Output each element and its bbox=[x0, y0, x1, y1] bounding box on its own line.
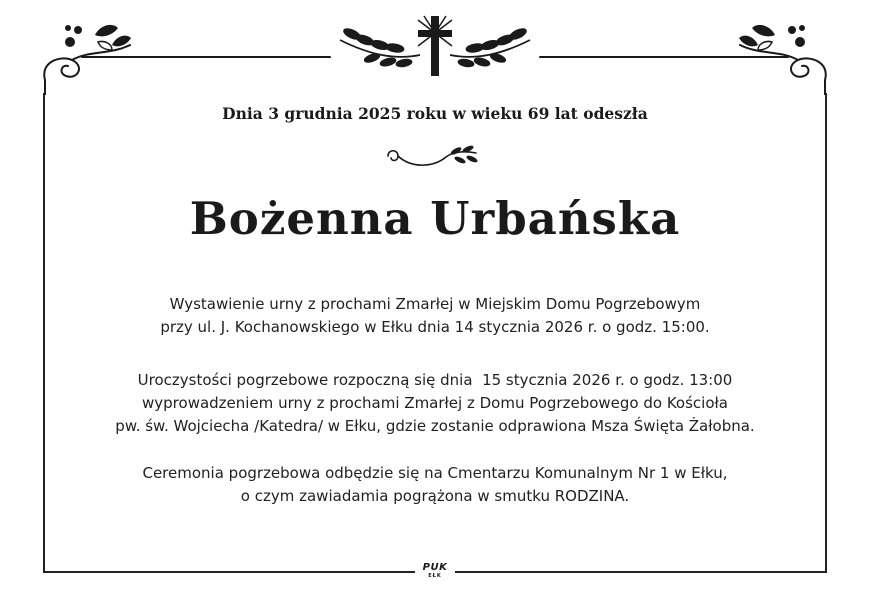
laurel-branch-right-icon bbox=[450, 27, 530, 68]
logo-text: PUK bbox=[422, 562, 448, 573]
paragraph-viewing bbox=[0, 293, 870, 339]
left-flourish-icon bbox=[65, 25, 131, 50]
paragraph-ceremony bbox=[0, 369, 870, 438]
paragraph-line: o czym zawiadamia pogrążona w smutku RODZINA. bbox=[240, 487, 630, 505]
cross-icon bbox=[418, 16, 452, 76]
intro-text: Dnia 3 grudnia 2025 roku w wieku 69 lat odeszła bbox=[222, 104, 648, 123]
deceased-name: Bożenna Urbańska bbox=[189, 192, 681, 245]
leaf-divider-icon bbox=[384, 143, 484, 173]
paragraph-line: Ceremonia pogrzebowa odbędzie się na Cmentarzu Komunalnym Nr 1 w Ełku, bbox=[142, 464, 728, 482]
paragraph-line: Uroczystości pogrzebowe rozpoczną się dnia 15 stycznia 2026 r. o godz. 13:00 bbox=[137, 371, 733, 389]
paragraph-burial bbox=[0, 462, 870, 508]
paragraph-line: wyprowadzeniem urny z prochami Zmarłej z Domu Pogrzebowego do Kościoła bbox=[142, 394, 728, 412]
logo-subtext: EŁK bbox=[428, 573, 442, 579]
top-ornament bbox=[0, 0, 870, 95]
puk-logo bbox=[415, 563, 455, 583]
paragraph-line: pw. św. Wojciecha /Katedra/ w Ełku, gdzie zostanie odprawiona Msza Święta Żałobna. bbox=[115, 417, 755, 435]
paragraph-line: Wystawienie urny z prochami Zmarłej w Miejskim Domu Pogrzebowym bbox=[169, 295, 701, 313]
laurel-branch-left-icon bbox=[340, 27, 420, 68]
paragraph-line: przy ul. J. Kochanowskiego w Ełku dnia 14 stycznia 2026 r. o godz. 15:00. bbox=[160, 318, 710, 336]
right-flourish-icon bbox=[739, 25, 805, 50]
